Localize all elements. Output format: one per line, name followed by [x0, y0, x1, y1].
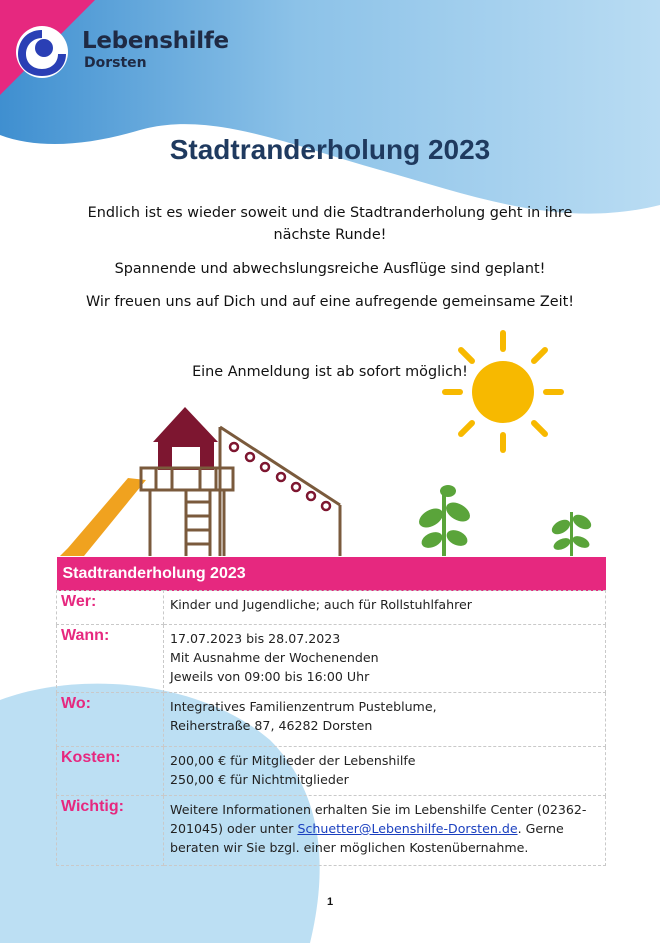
- row-label-kosten: Kosten:: [57, 747, 164, 796]
- logo-subname: Dorsten: [84, 55, 147, 71]
- value-line: Reiherstraße 87, 46282 Dorsten: [170, 718, 373, 733]
- intro-paragraph-2: Spannende und abwechslungsreiche Ausflüge sind geplant!: [114, 261, 546, 277]
- row-value-kosten: [164, 747, 606, 796]
- value-line: Kinder und Jugendliche; auch für Rollstuhlfahrer: [170, 597, 472, 612]
- wichtig-text-after: . Gerne beraten wir Sie bzgl. einer möglichen Kostenübernahme.: [170, 821, 564, 855]
- row-value-wichtig: [164, 796, 606, 866]
- page-number: 1: [326, 896, 334, 908]
- value-line: 200,00 € für Mitglieder der Lebenshilfe: [170, 753, 416, 768]
- value-line: 17.07.2023 bis 28.07.2023: [170, 631, 341, 646]
- wichtig-text-before: Weitere Informationen erhalten Sie im Lebenshilfe Center (02362-201045) oder unter: [170, 802, 587, 836]
- value-line: Mit Ausnahme der Wochenenden: [170, 650, 379, 665]
- row-label-wichtig: Wichtig:: [57, 796, 164, 866]
- table-header: Stadtranderholung 2023: [57, 557, 606, 591]
- logo-name: Lebenshilfe: [82, 28, 229, 54]
- table-row: [57, 693, 606, 747]
- intro-paragraph-1: Endlich ist es wieder soweit und die Stadtranderholung geht in ihre nächste Runde!: [87, 205, 573, 243]
- row-label-wo: Wo:: [57, 693, 164, 747]
- row-value-wann: [164, 625, 606, 693]
- sun-icon: [445, 333, 561, 450]
- info-table: [56, 557, 606, 866]
- row-label-wann: Wann:: [57, 625, 164, 693]
- playground-illustration: [0, 320, 660, 560]
- value-line: Jeweils von 09:00 bis 16:00 Uhr: [170, 669, 370, 684]
- table-row: [57, 625, 606, 693]
- value-line: Integratives Familienzentrum Pusteblume,: [170, 699, 437, 714]
- intro-paragraph-3: Wir freuen uns auf Dich und auf eine aufregende gemeinsame Zeit!: [85, 294, 575, 310]
- table-row: [57, 747, 606, 796]
- row-value-wer: [164, 591, 606, 625]
- email-link[interactable]: Schuetter@Lebenshilfe-Dorsten.de: [297, 821, 518, 836]
- page-title: Stadtranderholung 2023: [169, 134, 491, 165]
- plant-icon: [416, 485, 594, 556]
- registration-note: Eine Anmeldung ist ab sofort möglich!: [192, 364, 468, 380]
- value-line: 250,00 € für Nichtmitglieder: [170, 772, 349, 787]
- table-row: [57, 591, 606, 625]
- row-value-wo: [164, 693, 606, 747]
- row-label-wer: Wer:: [57, 591, 164, 625]
- table-row: [57, 796, 606, 866]
